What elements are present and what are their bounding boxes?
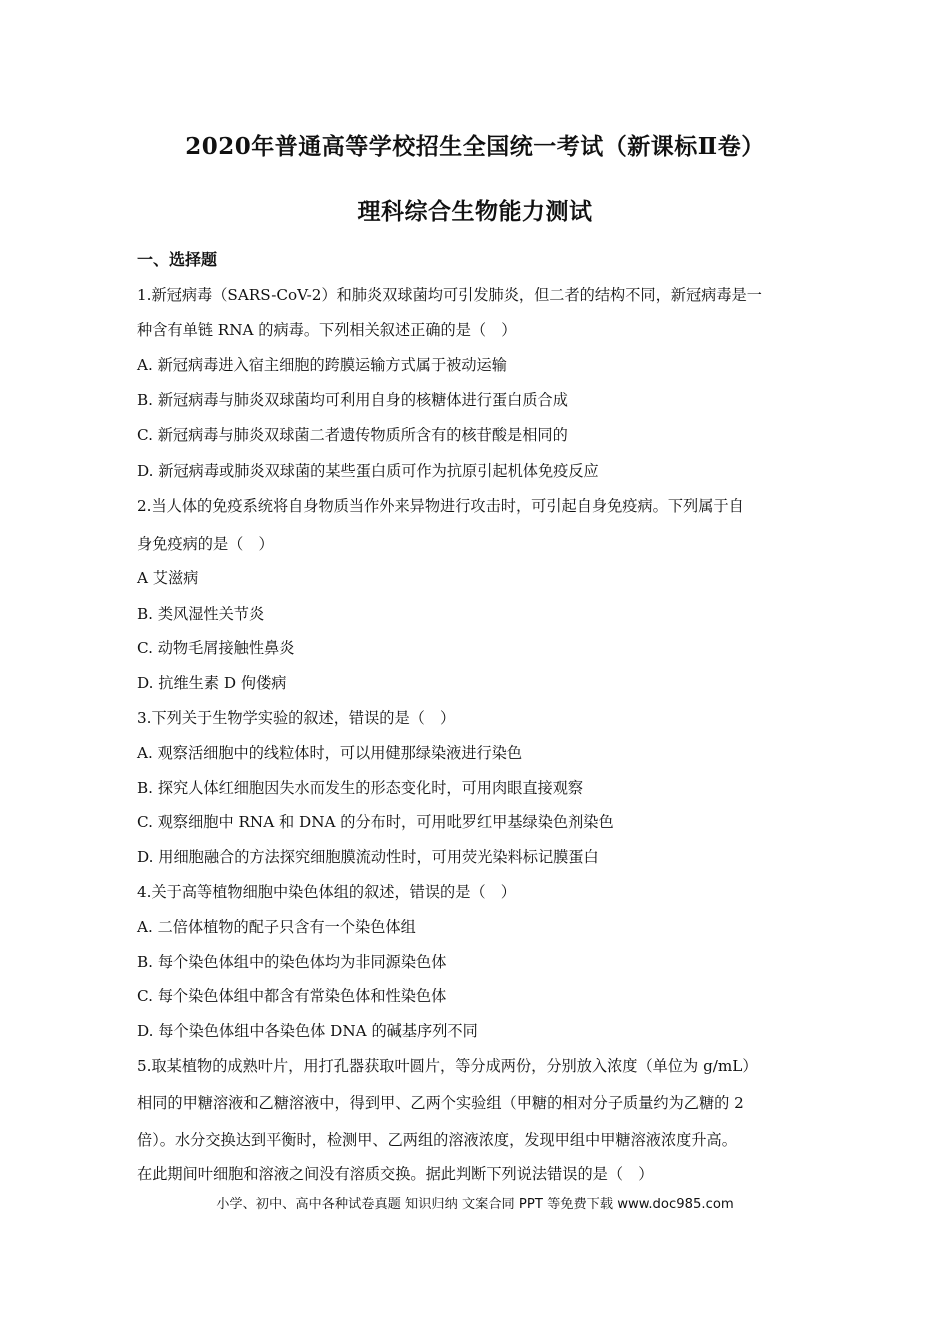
question-5-line-2: 相同的甲糖溶液和乙糖溶液中，得到甲、乙两个实验组（甲糖的相对分子质量约为乙糖的 2 — [137, 1094, 744, 1112]
question-2-option-a: A 艾滋病 — [137, 569, 199, 587]
question-3-option-d: D. 用细胞融合的方法探究细胞膜流动性时，可用荧光染料标记膜蛋白 — [137, 848, 599, 866]
page-title: 2020年普通高等学校招生全国统一考试（新课标Ⅱ卷） — [185, 133, 765, 160]
question-4-option-d: D. 每个染色体组中各染色体 DNA 的碱基序列不同 — [137, 1022, 478, 1040]
question-4-option-c: C. 每个染色体组中都含有常染色体和性染色体 — [137, 987, 447, 1005]
question-1-line-1: 1.新冠病毒（SARS-CoV-2）和肺炎双球菌均可引发肺炎，但二者的结构不同，新冠病毒是一 — [137, 286, 762, 304]
question-3-option-b: B. 探究人体红细胞因失水而发生的形态变化时，可用肉眼直接观察 — [137, 779, 584, 797]
question-2-option-b: B. 类风湿性关节炎 — [137, 605, 265, 623]
page-footer: 小学、初中、高中各种试卷真题 知识归纳 文案合同 PPT 等免费下载 www.doc985.com — [216, 1197, 734, 1212]
question-4-option-b: B. 每个染色体组中的染色体均为非同源染色体 — [137, 953, 447, 971]
question-2-line-1: 2.当人体的免疫系统将自身物质当作外来异物进行攻击时，可引起自身免疫病。下列属于自 — [137, 497, 744, 515]
question-1-line-2: 种含有单链 RNA 的病毒。下列相关叙述正确的是（ ） — [137, 321, 517, 339]
question-4-option-a: A. 二倍体植物的配子只含有一个染色体组 — [137, 918, 416, 936]
question-3-line-1: 3.下列关于生物学实验的叙述，错误的是（ ） — [137, 709, 456, 727]
page-subtitle: 理科综合生物能力测试 — [357, 198, 593, 225]
question-1-option-d: D. 新冠病毒或肺炎双球菌的某些蛋白质可作为抗原引起机体免疫反应 — [137, 462, 599, 480]
question-3-option-a: A. 观察活细胞中的线粒体时，可以用健那绿染液进行染色 — [137, 744, 523, 762]
question-4-line-1: 4.关于高等植物细胞中染色体组的叙述，错误的是（ ） — [137, 883, 516, 901]
question-5-line-4: 在此期间叶细胞和溶液之间没有溶质交换。据此判断下列说法错误的是（ ） — [137, 1165, 654, 1183]
question-1-option-a: A. 新冠病毒进入宿主细胞的跨膜运输方式属于被动运输 — [137, 356, 507, 374]
question-5-line-3: 倍）。水分交换达到平衡时，检测甲、乙两组的溶液浓度，发现甲组中甲糖溶液浓度升高。 — [137, 1131, 737, 1149]
question-2-option-c: C. 动物毛屑接触性鼻炎 — [137, 639, 295, 657]
question-5-line-1: 5.取某植物的成熟叶片，用打孔器获取叶圆片，等分成两份，分别放入浓度（单位为 g/mL） — [137, 1057, 758, 1075]
question-1-option-c: C. 新冠病毒与肺炎双球菌二者遗传物质所含有的核苷酸是相同的 — [137, 426, 568, 444]
question-2-option-d: D. 抗维生素 D 佝偻病 — [137, 674, 287, 692]
question-2-line-2: 身免疫病的是（ ） — [137, 535, 274, 553]
question-1-option-b: B. 新冠病毒与肺炎双球菌均可利用自身的核糖体进行蛋白质合成 — [137, 391, 568, 409]
question-3-option-c: C. 观察细胞中 RNA 和 DNA 的分布时，可用吡罗红甲基绿染色剂染色 — [137, 813, 614, 831]
section-heading: 一、选择题 — [137, 250, 218, 269]
